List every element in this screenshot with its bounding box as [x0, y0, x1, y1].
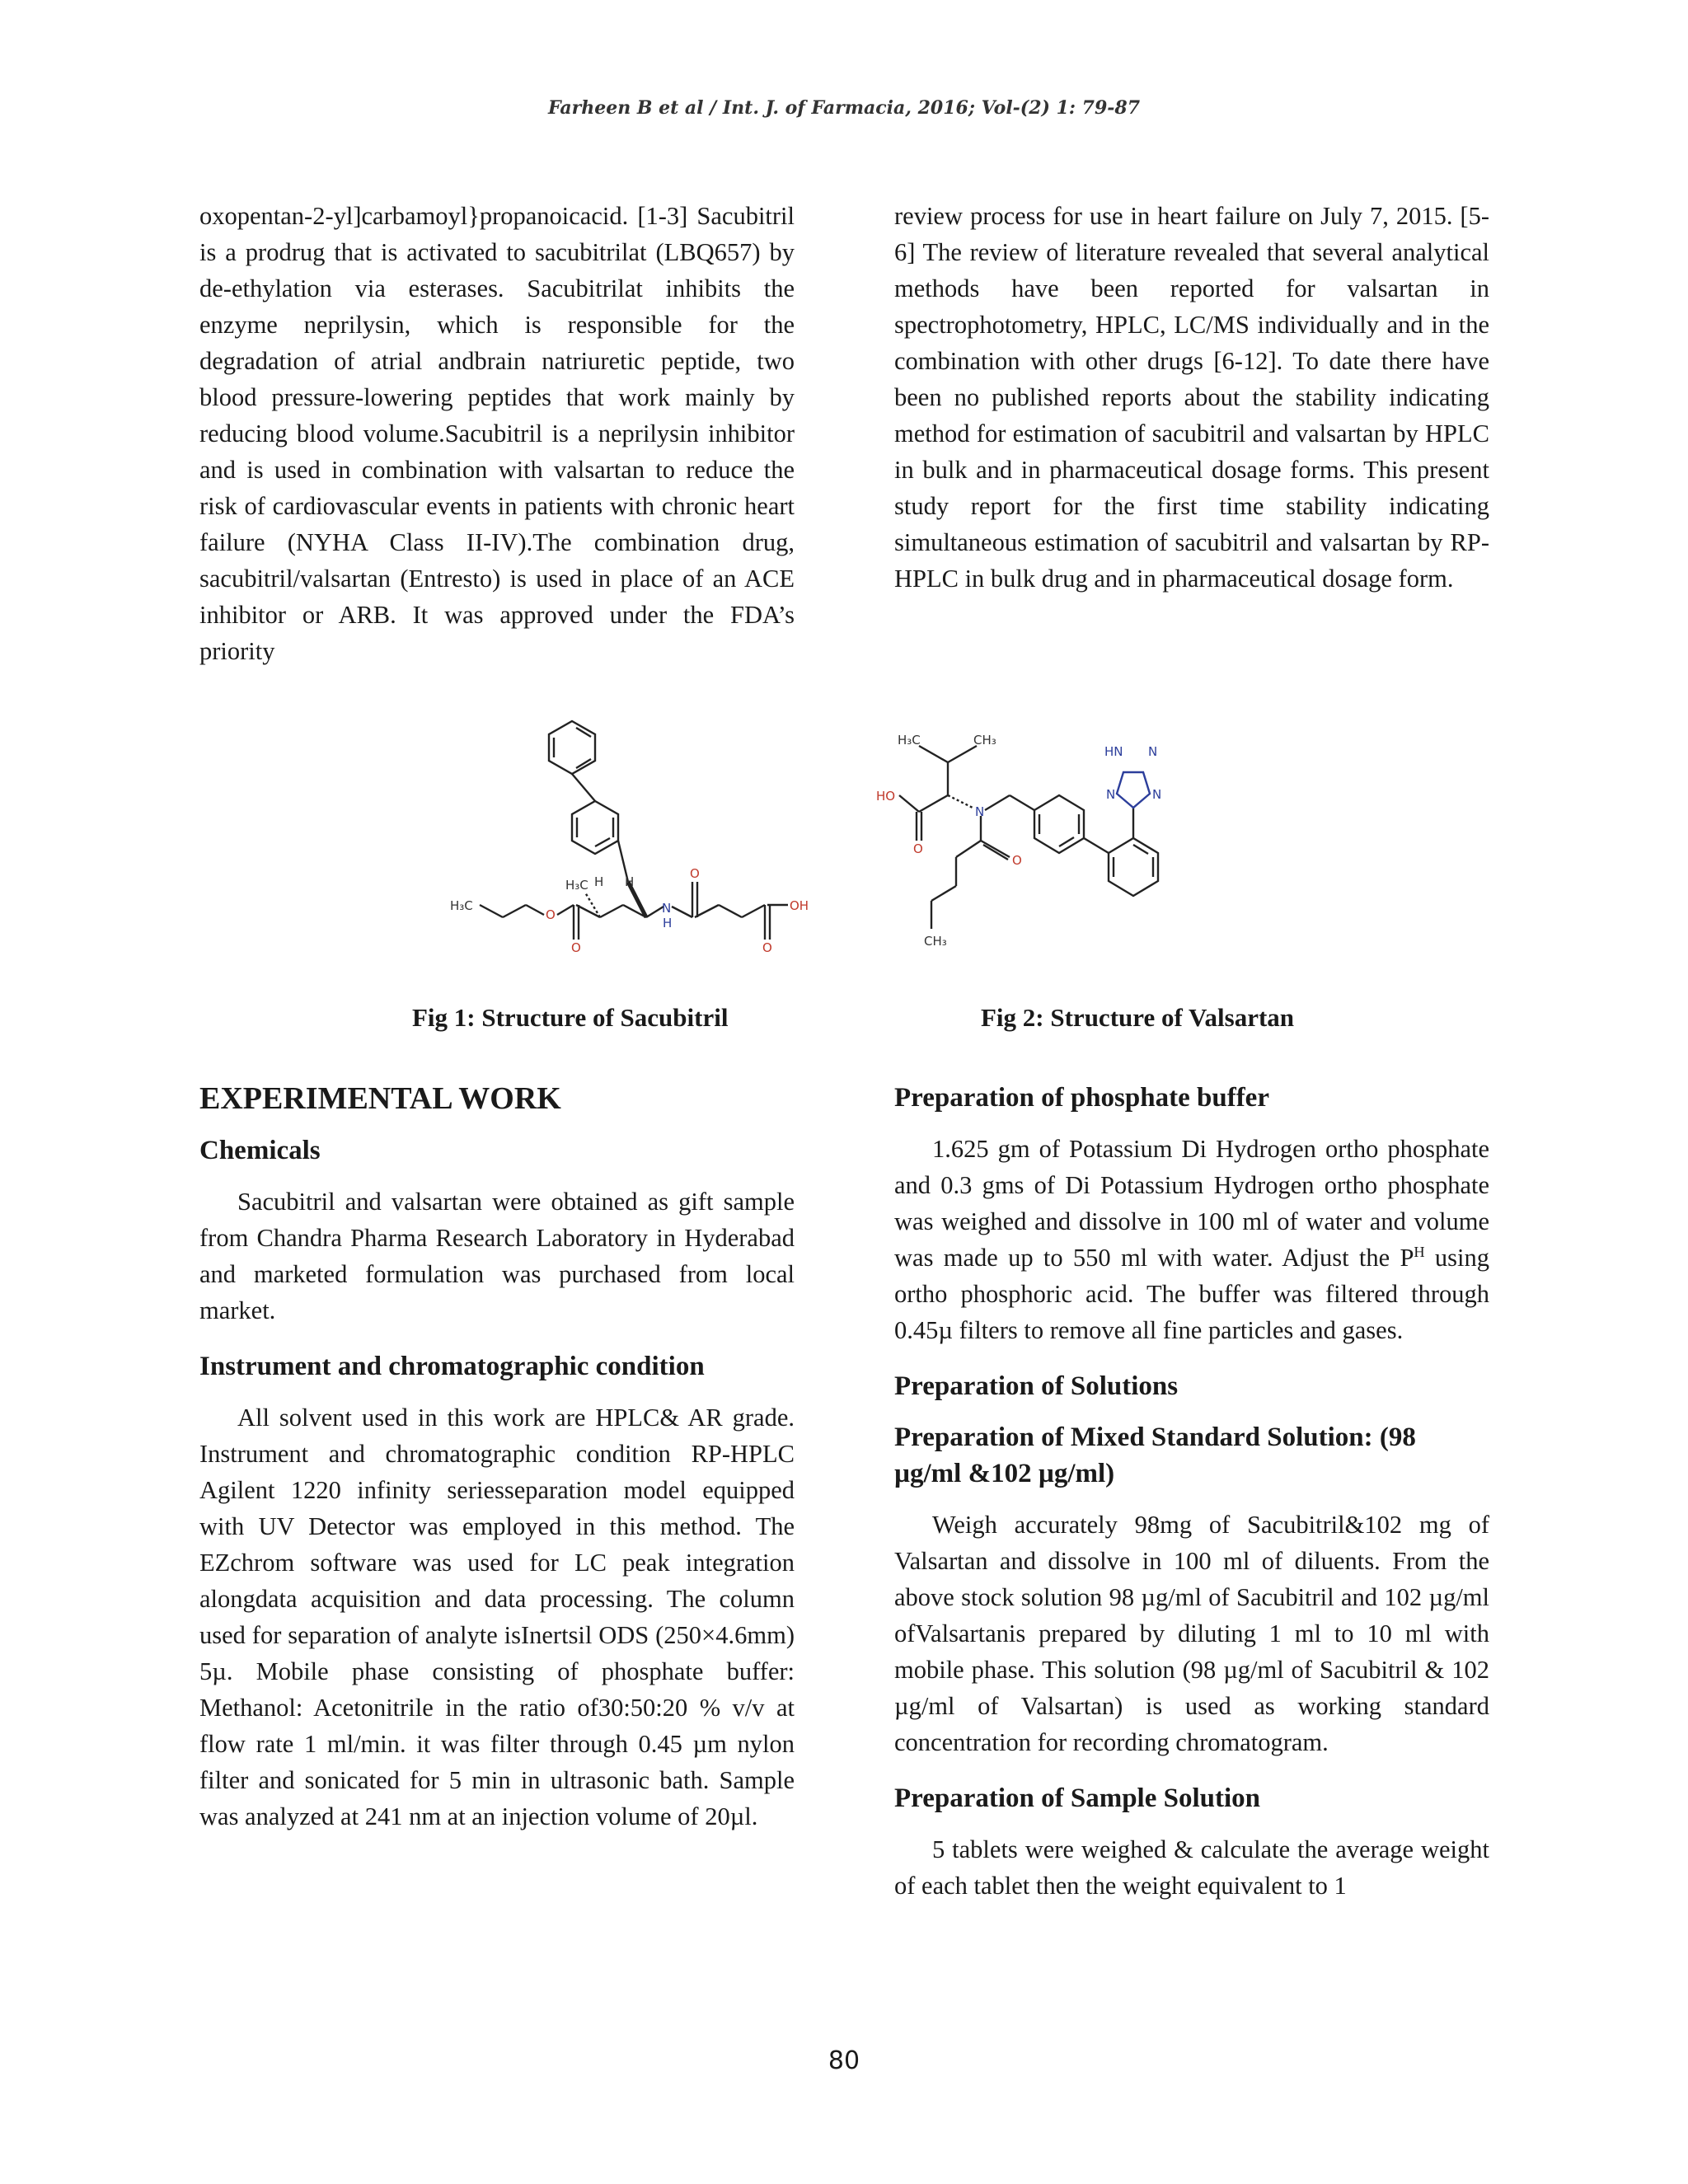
- valsartan-label-ho: HO: [876, 789, 896, 804]
- running-header: Farheen B et al / Int. J. of Farmacia, 2016; Vol-(2) 1: 79-87: [547, 97, 1141, 119]
- valsartan-label-ch3-bottom: CH₃: [924, 934, 947, 949]
- sacubitril-label-o2: O: [690, 866, 700, 881]
- valsartan-label-n2: N: [1106, 787, 1116, 802]
- sacubitril-label-h2: H: [625, 874, 635, 889]
- heading-sample-solution: Preparation of Sample Solution: [894, 1783, 1261, 1813]
- section-title-experimental: EXPERIMENTAL WORK: [199, 1081, 561, 1116]
- mixed-standard-paragraph: Weigh accurately 98mg of Sacubitril&102 mg of Valsartan and dissolve in 100 ml of diluents. From the above stock solution 98 µg/ml of Sacubitril and 102 µg/ml ofValsartanis prepared by diluting 1 ml to 10 ml with mobile phase. This solution (98 µg/ml of Sacubitril & 102 µg/ml of Valsartan) is used as working standard concentration for recording chromatogram.: [894, 1511, 1489, 1756]
- right-column-preparation: [894, 1080, 1489, 1904]
- sacubitril-label-h1: H: [594, 874, 604, 889]
- valsartan-label-ch3-top: CH₃: [973, 733, 996, 748]
- valsartan-label-n: N: [975, 804, 985, 819]
- buffer-text-part-1: 1.625 gm of Potassium Di Hydrogen ortho phosphate and 0.3 gms of Di Potassium Hydrogen ortho phosphate was weighed and dissolve in 100 ml of water and volume was made up to 550 ml with water. Adjust the P: [894, 1135, 1489, 1272]
- valsartan-label-n3: N: [1152, 787, 1162, 802]
- right-column-intro: [894, 198, 1489, 597]
- buffer-text-part-2: using ortho phosphoric acid. The buffer was filtered through 0.45µ filters to remove all fine particles and gases.: [894, 1244, 1489, 1344]
- heading-mixed-standard: Preparation of Mixed Standard Solution: (98 µg/ml &102 µg/ml): [894, 1422, 1416, 1488]
- buffer-paragraph: [894, 1131, 1489, 1348]
- heading-phosphate-buffer: Preparation of phosphate buffer: [894, 1083, 1269, 1113]
- sacubitril-structure: [412, 705, 874, 968]
- sacubitril-label-h3c-left: H₃C: [450, 898, 473, 913]
- sacubitril-label-h3c-mid: H₃C: [565, 878, 588, 893]
- heading-instrument: Instrument and chromatographic condition: [199, 1352, 705, 1381]
- intro-paragraph-right: review process for use in heart failure on July 7, 2015. [5-6] The review of literature revealed that several analytical methods have been reported for valsartan in spectrophotometry, HPLC, LC/MS individually and in the combination with other drugs [6-12]. To date there have been no published reports about the stability indicating method for estimation of sacubitril and valsartan by HPLC in bulk and in pharmaceutical dosage forms. This present study report for the first time stability indicating simultaneous estimation of sacubitril and valsartan by RP-HPLC in bulk drug and in pharmaceutical dosage form.: [894, 202, 1489, 593]
- valsartan-label-o1: O: [913, 841, 923, 856]
- intro-paragraph-left: oxopentan-2-yl]carbamoyl}propanoicacid. [1-3] Sacubitril is a prodrug that is activated to sacubitrilat (LBQ657) by de-ethylation via esterases. Sacubitrilat inhibits the enzyme neprilysin, which is responsible for the degradation of atrial andbrain natriuretic peptide, two blood pressure-lowering peptides that work mainly by reducing blood volume.Sacubitril is a neprilysin inhibitor and is used in combination with valsartan to reduce the risk of cardiovascular events in patients with chronic heart failure (NYHA Class II-IV).The combination drug, sacubitril/valsartan (Entresto) is used in place of an ACE inhibitor or ARB. It was approved under the FDA’s priority: [199, 202, 795, 665]
- valsartan-label-h3c: H₃C: [898, 733, 921, 748]
- sacubitril-label-o1: O: [571, 940, 581, 955]
- valsartan-label-n1: N: [1148, 744, 1158, 759]
- page-number: 80: [828, 2046, 860, 2075]
- heading-solutions: Preparation of Solutions: [894, 1371, 1179, 1401]
- valsartan-label-o2: O: [1012, 853, 1022, 868]
- valsartan-label-hn: HN: [1104, 744, 1123, 759]
- buffer-superscript: H: [1414, 1243, 1425, 1260]
- instrument-paragraph: All solvent used in this work are HPLC& AR grade. Instrument and chromatographic condition RP-HPLC Agilent 1220 infinity seriesseparation model equipped with UV Detector was employed in this method. The EZchrom software was used for LC peak integration alongdata acquisition and data processing. The column used for separation of analyte isInertsil ODS (250×4.6mm) 5µ. Mobile phase consisting of phosphate buffer: Methanol: Acetonitrile in the ratio of30:50:20 % v/v at flow rate 1 ml/min. it was filter through 0.45 µm nylon filter and sonicated for 5 min in ultrasonic bath. Sample was analyzed at 241 nm at an injection volume of 20µl.: [199, 1404, 795, 1830]
- left-column-intro: [199, 198, 795, 669]
- figure-2-caption: Fig 2: Structure of Valsartan: [981, 1003, 1295, 1032]
- left-column-experimental: [199, 1080, 795, 1835]
- sacubitril-label-n: N: [662, 901, 672, 916]
- figure-1-caption: Fig 1: Structure of Sacubitril: [412, 1003, 729, 1032]
- chemicals-paragraph: Sacubitril and valsartan were obtained as gift sample from Chandra Pharma Research Laboratory in Hyderabad and marketed formulation was purchased from local market.: [199, 1188, 795, 1324]
- heading-chemicals: Chemicals: [199, 1136, 321, 1165]
- valsartan-structure: [870, 713, 1290, 968]
- sacubitril-label-o3: O: [762, 940, 772, 955]
- sacubitril-label-nh: H: [663, 916, 673, 930]
- sacubitril-label-o-ester: O: [546, 907, 556, 922]
- sample-solution-paragraph: 5 tablets were weighed & calculate the average weight of each tablet then the weight equivalent to 1: [894, 1835, 1489, 1900]
- sacubitril-label-oh: OH: [790, 898, 809, 913]
